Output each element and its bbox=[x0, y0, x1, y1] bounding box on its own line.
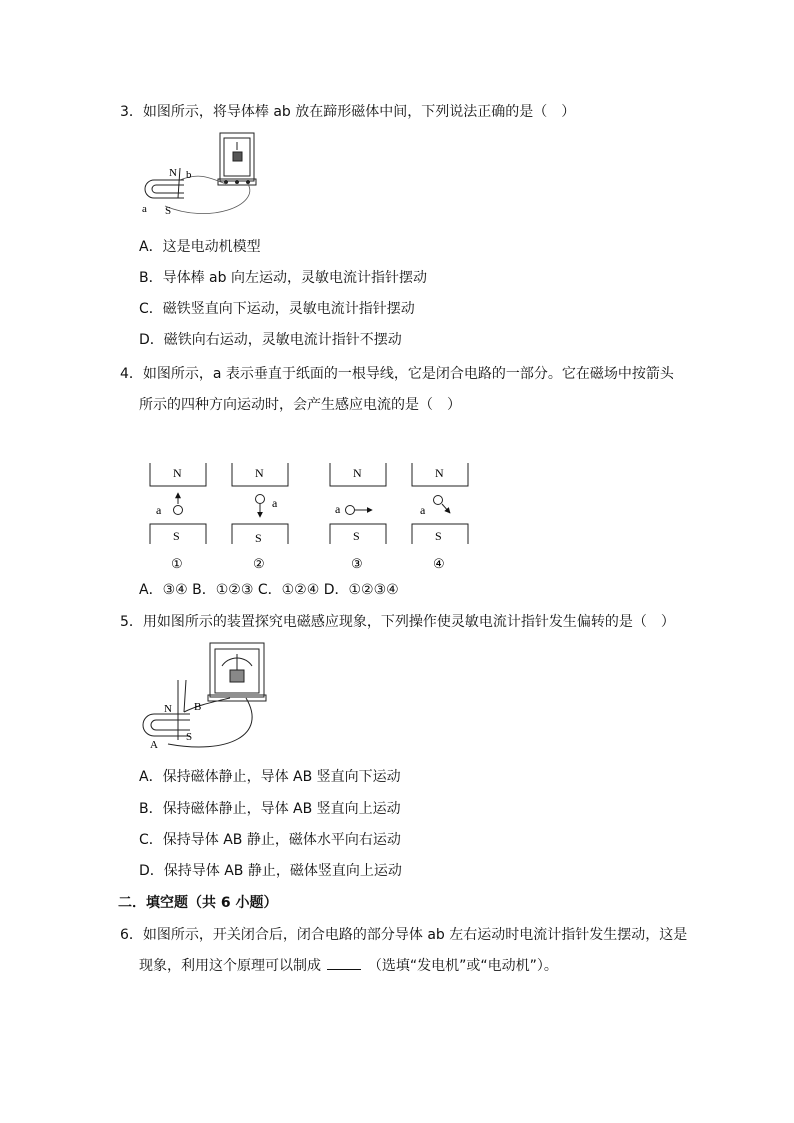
q3-option-b: B．导体棒 ab 向左运动，灵敏电流计指针摆动 bbox=[139, 270, 427, 286]
q3-figure bbox=[140, 130, 280, 220]
answer-blank[interactable] bbox=[327, 957, 361, 970]
q5-stem: 5．用如图所示的装置探究电磁感应现象，下列操作使灵敏电流计指针发生偏转的是（ ） bbox=[120, 614, 675, 630]
conductor-a-icon bbox=[346, 506, 355, 515]
conductor-ab bbox=[184, 680, 186, 712]
label-s: S bbox=[353, 529, 360, 543]
q6-line1: 6．如图所示，开关闭合后，闭合电路的部分导体 ab 左右运动时电流计指针发生摆动，这是 bbox=[120, 927, 688, 943]
panel-label-3: ③ bbox=[351, 556, 363, 571]
label-n: N bbox=[164, 703, 172, 715]
q6-line2 bbox=[139, 957, 558, 975]
wire bbox=[184, 698, 230, 712]
panel-label-2: ② bbox=[253, 556, 265, 571]
q5-option-a: A．保持磁体静止，导体 AB 竖直向下运动 bbox=[139, 769, 401, 785]
q5-option-b: B．保持磁体静止，导体 AB 竖直向上运动 bbox=[139, 801, 401, 817]
conductor-a-icon bbox=[174, 506, 183, 515]
label-a: a bbox=[272, 496, 278, 510]
label-s: S bbox=[186, 731, 193, 743]
label-b: B bbox=[194, 701, 202, 713]
label-a: A bbox=[150, 739, 158, 751]
q3-option-d: D．磁铁向右运动，灵敏电流计指针不摆动 bbox=[139, 332, 402, 348]
label-s: S bbox=[165, 205, 172, 217]
label-b: b bbox=[186, 169, 192, 181]
panel-label-1: ① bbox=[171, 556, 183, 571]
arrow-diagonal-icon bbox=[442, 504, 450, 513]
conductor-a-icon bbox=[434, 496, 443, 505]
label-a: a bbox=[335, 502, 341, 516]
label-a: a bbox=[420, 503, 426, 517]
label-s: S bbox=[435, 529, 442, 543]
label-n: N bbox=[255, 466, 264, 480]
galvanometer-icon bbox=[218, 133, 256, 185]
q3-option-c: C．磁铁竖直向下运动，灵敏电流计指针摆动 bbox=[139, 301, 415, 317]
panel-label-4: ④ bbox=[433, 556, 445, 571]
label-n: N bbox=[435, 466, 444, 480]
label-n: N bbox=[169, 167, 177, 179]
q4-figure bbox=[140, 458, 480, 573]
label-n: N bbox=[173, 466, 182, 480]
horseshoe-magnet-icon bbox=[143, 714, 190, 736]
q4-options: A．③④ B．①②③ C．①②④ D．①②③④ bbox=[139, 582, 399, 598]
galvanometer-icon bbox=[208, 643, 266, 701]
q4-stem-line1: 4．如图所示，a 表示垂直于纸面的一根导线，它是闭合电路的一部分。它在磁场中按箭头 bbox=[120, 366, 674, 382]
wire bbox=[168, 698, 252, 747]
q6-line2-suffix: （选填“发电机”或“电动机”）。 bbox=[367, 958, 558, 974]
q5-option-c: C．保持导体 AB 静止，磁体水平向右运动 bbox=[139, 832, 401, 848]
label-a: a bbox=[156, 503, 162, 517]
conductor-a-icon bbox=[256, 495, 265, 504]
label-s: S bbox=[255, 531, 262, 545]
q5-option-d: D．保持导体 AB 静止，磁体竖直向上运动 bbox=[139, 863, 402, 879]
label-n: N bbox=[353, 466, 362, 480]
q3-stem: 3．如图所示，将导体棒 ab 放在蹄形磁体中间，下列说法正确的是（ ） bbox=[120, 104, 576, 120]
q4-stem-line2: 所示的四种方向运动时，会产生感应电流的是（ ） bbox=[139, 397, 461, 413]
label-a: a bbox=[142, 203, 147, 215]
q6-line2-text: 现象，利用这个原理可以制成 bbox=[139, 958, 321, 974]
q5-figure bbox=[138, 640, 278, 755]
q3-option-a: A．这是电动机模型 bbox=[139, 239, 261, 255]
wire bbox=[165, 184, 250, 214]
section-heading: 二．填空题（共 6 小题） bbox=[118, 895, 278, 911]
label-s: S bbox=[173, 529, 180, 543]
